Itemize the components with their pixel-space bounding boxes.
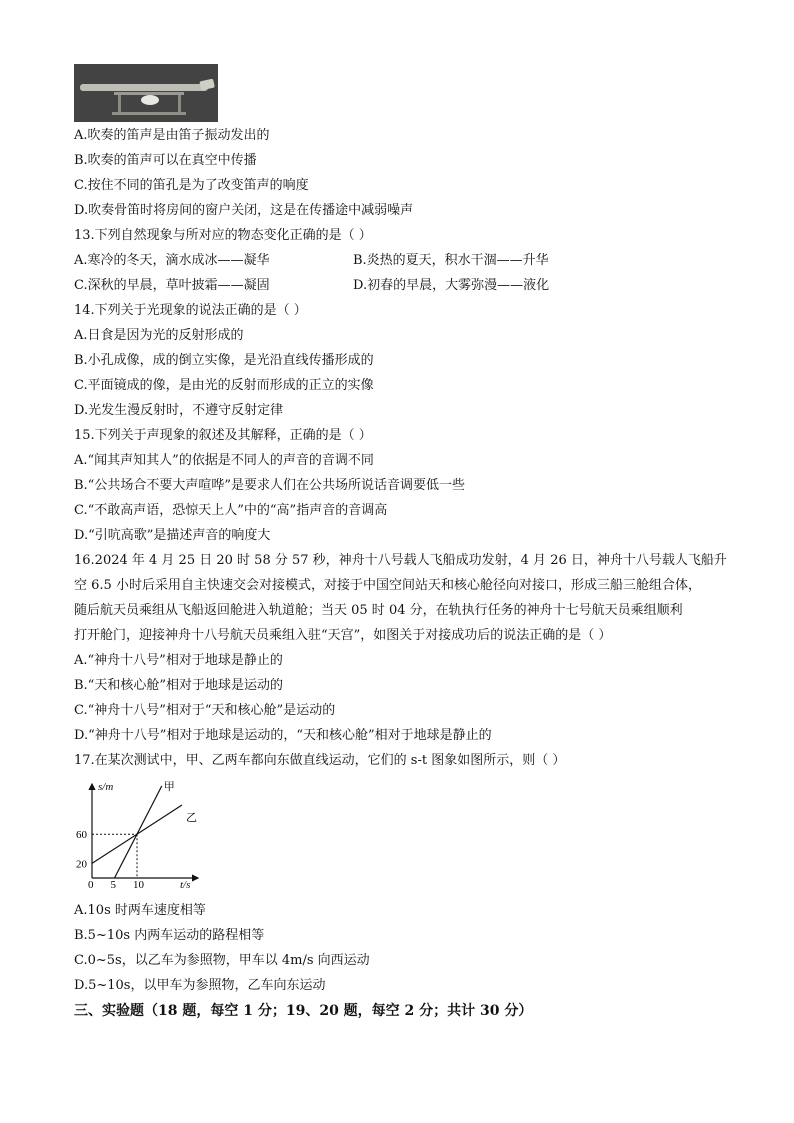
series-label-1: 甲 — [163, 781, 175, 794]
q15-option-c: C.“不敢高声语，恐惊天上人”中的“高”指声音的音调高 — [74, 503, 388, 518]
q17-option-c: C.0~5s，以乙车为参照物，甲车以 4m/s 向西运动 — [74, 953, 370, 968]
q17-option-a: A.10s 时两车速度相等 — [74, 903, 206, 918]
q15-option-d: D.“引吭高歌”是描述声音的响度大 — [74, 528, 271, 543]
q17-stem: 17.在某次测试中，甲、乙两车都向东做直线运动，它们的 s-t 图象如图所示，则（ ） — [74, 753, 566, 768]
q13-option-a: A.寒冷的冬天，滴水成冰——凝华 — [74, 253, 270, 268]
q16-option-c: C.“神舟十八号”相对于“天和核心舱”是运动的 — [74, 703, 336, 718]
q16-option-d: D.“神舟十八号”相对于地球是运动的，“天和核心舱”相对于地球是静止的 — [74, 728, 492, 743]
st-graph-svg — [74, 778, 204, 890]
q17-option-b: B.5~10s 内两车运动的路程相等 — [74, 928, 265, 943]
x-tick-label: 5 — [110, 879, 116, 890]
y-axis-label: s/m — [98, 781, 114, 793]
q14-option-c: C.平面镜成的像，是由光的反射而形成的正立的实像 — [74, 378, 374, 393]
series-line-1 — [115, 786, 162, 878]
q15-stem: 15.下列关于声现象的叙述及其解释，正确的是（ ） — [74, 428, 372, 443]
q17-option-d: D.5~10s，以甲车为参照物，乙车向东运动 — [74, 978, 326, 993]
st-graph — [74, 778, 204, 890]
q13-stem: 13.下列自然现象与所对应的物态变化正确的是（ ） — [74, 228, 372, 243]
q12-option-a: A.吹奏的笛声是由笛子振动发出的 — [74, 128, 270, 143]
flute-image — [74, 64, 218, 122]
q15-option-b: B.“公共场合不要大声喧哗”是要求人们在公共场所说话音调要低一些 — [74, 478, 465, 493]
y-tick-label: 20 — [76, 858, 87, 871]
q16-stem-line-2: 空 6.5 小时后采用自主快速交会对接模式，对接于中国空间站天和核心舱径向对接口，形成三船三舱组合体， — [74, 578, 701, 593]
series-label-2: 乙 — [186, 812, 197, 824]
q12-option-d: D.吹奏骨笛时将房间的窗户关闭，这是在传播途中减弱噪声 — [74, 203, 414, 218]
q12-option-b: B.吹奏的笛声可以在真空中传播 — [74, 153, 257, 168]
x-tick-label: 0 — [88, 879, 94, 890]
x-tick-label: 10 — [133, 879, 144, 890]
y-tick-label: 60 — [76, 829, 87, 842]
q14-stem: 14.下列关于光现象的说法正确的是（ ） — [74, 303, 307, 318]
q16-option-b: B.“天和核心舱”相对于地球是运动的 — [74, 678, 283, 693]
q16-stem-line-1: 16.2024 年 4 月 25 日 20 时 58 分 57 秒，神舟十八号载人飞船成功发射，4 月 26 日，神舟十八号载人飞船升 — [74, 553, 727, 568]
flute-photo — [74, 64, 218, 122]
q13-option-b: B.炎热的夏天，积水干涸——升华 — [353, 253, 549, 268]
q16-option-a: A.“神舟十八号”相对于地球是静止的 — [74, 653, 283, 668]
q13-option-c: C.深秋的早晨，草叶披霜——凝固 — [74, 278, 270, 293]
section-3-title: 三、实验题（18 题，每空 1 分；19、20 题，每空 2 分；共计 30 分） — [74, 1003, 533, 1019]
q16-stem-line-4: 打开舱门，迎接神舟十八号航天员乘组入驻“天宫”，如图关于对接成功后的说法正确的是（ ） — [74, 628, 612, 643]
q13-option-d: D.初春的早晨，大雾弥漫——液化 — [353, 278, 550, 293]
q14-option-b: B.小孔成像，成的倒立实像，是光沿直线传播形成的 — [74, 353, 374, 368]
q14-option-a: A.日食是因为光的反射形成的 — [74, 328, 244, 343]
q15-option-a: A.“闻其声知其人”的依据是不同人的声音的音调不同 — [74, 453, 374, 468]
q16-stem-line-3: 随后航天员乘组从飞船返回舱进入轨道舱；当天 05 时 04 分，在轨执行任务的神舟十七号航天员乘组顺利 — [74, 603, 683, 618]
q14-option-d: D.光发生漫反射时，不遵守反射定律 — [74, 403, 284, 418]
x-axis-label: t/s — [180, 879, 191, 890]
q12-option-c: C.按住不同的笛孔是为了改变笛声的响度 — [74, 178, 309, 193]
